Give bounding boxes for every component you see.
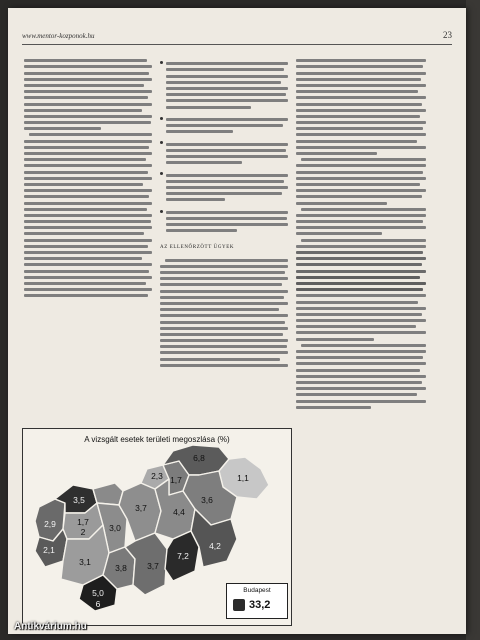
budapest-inset <box>226 583 288 619</box>
region-label: 7,2 <box>177 551 189 561</box>
bullet-item <box>160 139 288 167</box>
region-label: 4,4 <box>173 507 185 517</box>
budapest-value: 33,2 <box>249 599 271 611</box>
region-label: 4,2 <box>209 541 221 551</box>
region-label: 1,7 <box>77 517 89 527</box>
bullet-item <box>160 115 288 137</box>
running-header <box>22 30 452 45</box>
county-distribution-map <box>22 428 292 626</box>
region-label: 3,7 <box>135 503 147 513</box>
region-label: 1,1 <box>237 473 249 483</box>
budapest-swatch <box>233 599 245 611</box>
section-heading: AZ ELLENŐRZÖTT ÜGYEK <box>160 245 235 251</box>
page-number: 23 <box>443 30 452 40</box>
region-label: 2,1 <box>43 545 55 555</box>
region-label: 6 <box>95 599 101 609</box>
region-label: 2 <box>80 527 86 537</box>
header-url: www.mentor-kozponok.hu <box>22 32 95 40</box>
text-column-2 <box>160 56 288 426</box>
region-label: 5,0 <box>92 588 104 598</box>
region-komarom <box>93 483 123 505</box>
bullet-item <box>160 59 288 112</box>
book-spine <box>466 0 480 640</box>
text-column-1 <box>24 56 152 426</box>
budapest-label: Budapest <box>243 587 271 594</box>
region-label: 3,1 <box>79 557 91 567</box>
book-page <box>8 8 466 634</box>
region-label: 1,7 <box>170 475 182 485</box>
region-label: 3,7 <box>147 561 159 571</box>
watermark: Antikvárium.hu <box>14 621 87 632</box>
region-label: 3,0 <box>109 523 121 533</box>
text-column-3 <box>296 56 426 616</box>
bullet-item <box>160 170 288 204</box>
map-title: A vizsgált esetek területi megoszlása (%) <box>84 435 230 444</box>
region-label: 2,3 <box>151 471 163 481</box>
region-label: 3,6 <box>201 495 213 505</box>
region-label: 3,8 <box>115 563 127 573</box>
region-label: 6,8 <box>193 453 205 463</box>
region-label: 3,5 <box>73 495 85 505</box>
region-label: 2,9 <box>44 519 56 529</box>
bullet-item <box>160 208 288 236</box>
